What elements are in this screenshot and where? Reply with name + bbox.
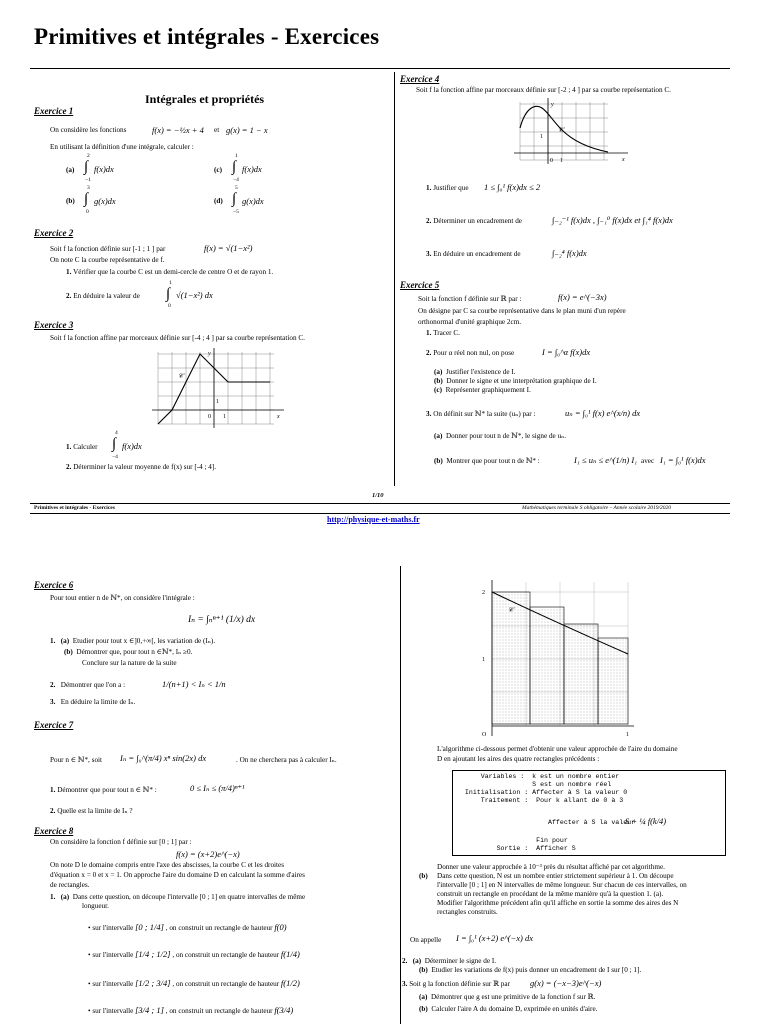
ex8-q3: 3. Soit g la fonction définie sur ℝ par [402, 980, 510, 988]
exercise-6-title: Exercice 6 [34, 580, 74, 590]
ex4-q1: 1. Justifier que [426, 184, 469, 192]
ex1-item-d-label: (d) [214, 197, 223, 205]
ex6-line1: Pour tout entier n de ℕ*, on considère l'intégrale : [50, 594, 195, 602]
algo-line: Affecter à S la valeur [457, 819, 636, 826]
ex8-qb-5: rectangles construits. [437, 908, 498, 916]
ex8-rect-3 [88, 979, 300, 989]
ex3-q1-expr: f(x)dx [122, 441, 142, 451]
ex4-q2-text: Déterminer un encadrement de [433, 217, 522, 225]
ex1-item-b-hi: 3 [87, 185, 90, 191]
ex7-def: Iₙ = ∫₀^(π/4) xⁿ sin(2x) dx [120, 753, 207, 763]
rect-pre: • sur l'intervalle [88, 924, 134, 932]
exercise-7-title: Exercice 7 [34, 720, 74, 730]
integral-sign: ∫ [232, 191, 237, 207]
ex8-q3-text: Soit g la fonction définie sur ℝ par [409, 980, 510, 988]
svg-text:2: 2 [482, 590, 485, 596]
algo-line: S est un nombre réel [457, 781, 612, 788]
rect-post: , on construit un rectangle de hauteur [165, 1007, 273, 1015]
ex4-q3-expr: ∫₋₂⁴ f(x)dx [552, 248, 587, 258]
svg-text:1: 1 [560, 158, 563, 164]
ex5-q2-text: Pour α réel non nul, on pose [433, 349, 515, 357]
ex7-q2-text: Quelle est la limite de Iₙ ? [57, 807, 133, 815]
ex6-q2-expr: 1/(n+1) < Iₙ < 1/n [162, 679, 226, 689]
exercise-4-title: Exercice 4 [400, 74, 440, 84]
exercise-1-title: Exercice 1 [34, 106, 74, 116]
ex2-line2: On note C la courbe représentative de f. [50, 256, 165, 264]
ex7-line1: Pour n ∈ ℕ*, soit [50, 756, 103, 764]
ex6-q1b-text: Démontrer que, pour tout n ∈ℕ*, Iₙ ≥0. [76, 648, 193, 656]
ex7-q1-expr: 0 ≤ Iₙ ≤ (π/4)ⁿ⁺¹ [190, 783, 245, 793]
ex5-q2b-text: Donner le signe et une interprétation graphique de I. [446, 377, 597, 385]
ex7-line1b: . On ne cherchera pas à calculer Iₙ. [236, 756, 337, 764]
ex5-q2a: (a) Justifier l'existence de I. [434, 368, 516, 376]
ex5-line1: Soit la fonction f définie sur ℝ par : [418, 295, 522, 303]
ex6-def: Iₙ = ∫ₙⁿ⁺¹ (1/x) dx [188, 615, 256, 625]
integral-sign: ∫ [84, 191, 89, 207]
ex8-q3-expr: g(x) = (−x−3)e^(−x) [530, 978, 602, 988]
ex8-appelle-expr: I = ∫₀¹ (x+2) e^(−x) dx [456, 933, 533, 943]
ex8-qb-4: Modifier l'algorithme précédent afin qu'il affiche en sortie la somme des aires des N [437, 899, 679, 907]
ex5-q3b-avec: avec [641, 457, 655, 465]
ex2-q2: 2. En déduire la valeur de [66, 292, 140, 300]
algo-expr: S + ¼ f(k/4) [625, 816, 667, 826]
exercise-8-title: Exercice 8 [34, 826, 74, 836]
ex8-q1a-text: Dans cette question, on découpe l'intervalle [0 ; 1] en quatre intervalles de même [72, 893, 306, 901]
svg-text:1: 1 [216, 399, 219, 405]
ex8-line1: On considère la fonction f définie sur [0 ; 1] par : [50, 838, 192, 846]
ex1-item-a-lo: −1 [85, 177, 91, 183]
ex5-f-def: f(x) = e^(−3x) [558, 292, 607, 302]
ex8-def: f(x) = (x+2)e^(−x) [176, 849, 240, 859]
ex8-after-algo: Donner une valeur approchée à 10⁻³ près du résultat affiché par cet algorithme. [437, 863, 665, 871]
ex1-item-b-expr: g(x)dx [94, 196, 116, 206]
rect-interval: [0 ; 1/4] [135, 922, 164, 932]
ex8-algo-intro-2: D en ajoutant les aires des quatre rectangles précédents : [437, 755, 600, 763]
ex4-line1: Soit f la fonction affine par morceaux définie sur [-2 ; 4 ] par sa courbe représentation C. [416, 86, 671, 94]
ex8-rect-1 [88, 923, 287, 933]
footer-right: Mathématiques terminale S obligatoire – Année scolaire 2019/2020 [522, 505, 672, 511]
ex7-q1-text: Démontrer que pour tout n ∈ ℕ* : [57, 786, 157, 794]
exercise-5-title: Exercice 5 [400, 280, 440, 290]
ex2-f-def: f(x) = √(1−x²) [204, 243, 253, 253]
ex3-q1: 1. Calculer [66, 443, 98, 451]
algo-line: Traitement : Pour k allant de 0 à 3 [457, 797, 624, 804]
ex5-q1: 1. Tracer C. [426, 329, 460, 337]
rect-post: , on construit un rectangle de hauteur [172, 980, 280, 988]
algo-line: Fin pour [457, 837, 568, 844]
ex6-q1a-text: Etudier pour tout x ∈]0,+∞[, les variation de (Iₙ). [72, 637, 216, 645]
rectangle-2 [530, 607, 564, 724]
ex5-line3: orthonormal d'unité graphique 2cm. [418, 318, 522, 326]
rectangle-4 [598, 638, 628, 724]
ex7-q2: 2. Quelle est la limite de Iₙ ? [50, 807, 133, 815]
rect-height: f(1/2) [280, 978, 300, 988]
ex5-q3b: (b) Montrer que pour tout n de ℕ* : [434, 457, 540, 465]
ex7-q1: 1. Démontrer que pour tout n ∈ ℕ* : [50, 786, 157, 794]
ex5-q3a-text: Donner pour tout n de ℕ*, le signe de uₙ. [445, 432, 567, 440]
title-rule [30, 68, 730, 69]
document-title: Primitives et intégrales - Exercices [34, 24, 380, 49]
rect-interval: [1/4 ; 1/2] [135, 949, 171, 959]
ex8-q2a: 2. (a) Déterminer le signe de I. [402, 957, 497, 965]
ex4-q3: 3. En déduire un encadrement de [426, 250, 521, 258]
footer-rule [30, 503, 730, 504]
svg-text:𝒞: 𝒞 [508, 606, 514, 614]
ex6-q1a: 1. (a) Etudier pour tout x ∈]0,+∞[, les variation de (Iₙ). [50, 637, 216, 645]
ex1-item-a-label: (a) [66, 166, 75, 174]
rect-height: f(0) [274, 922, 287, 932]
ex2-q2-text: En déduire la valeur de [73, 292, 140, 300]
ex8-q2a-text: Déterminer le signe de I. [424, 957, 497, 965]
rectangle-3 [564, 624, 598, 724]
ex8-p3: de rectangles. [50, 881, 90, 889]
column-divider-2 [400, 566, 401, 1024]
ex3-graph [150, 348, 290, 430]
ex6-q3: 3. En déduire la limite de Iₙ. [50, 698, 136, 706]
ex2-q2-expr: √(1−x²) dx [176, 290, 213, 300]
svg-text:0: 0 [208, 414, 211, 420]
integral-sign: ∫ [112, 436, 117, 452]
ex8-rectangles-graph [478, 576, 638, 740]
rect-interval: [3/4 ; 1] [135, 1005, 164, 1015]
ex3-q1-lo: −4 [112, 454, 118, 460]
ex1-intro: On considère les fonctions [50, 126, 127, 134]
ex8-q2b-text: Etudier les variations de f(x) puis donner un encadrement de I sur [0 ; 1]. [431, 966, 642, 974]
svg-text:1: 1 [626, 732, 629, 738]
rect-pre: • sur l'intervalle [88, 980, 134, 988]
svg-text:𝒞: 𝒞 [178, 372, 184, 380]
svg-text:x: x [277, 414, 280, 420]
ex4-q1-expr: 1 ≤ ∫₀¹ f(x)dx ≤ 2 [484, 182, 541, 192]
rect-pre: • sur l'intervalle [88, 1007, 134, 1015]
ex8-q1a: 1. (a) Dans cette question, on découpe l'intervalle [0 ; 1] en quatre intervalles de même [50, 893, 306, 901]
ex5-q3b-def: I₁ = ∫₀¹ f(x)dx [660, 455, 706, 465]
footer-rule-2 [30, 513, 730, 514]
ex3-line1: Soit f la fonction affine par morceaux définie sur [-4 ; 4 ] par sa courbe représentation C. [50, 334, 305, 342]
algo-line: Initialisation : Affecter à S la valeur 0 [457, 789, 628, 796]
ex8-q3a-text: Démontrer que g est une primitive de la fonction f sur ℝ. [430, 993, 596, 1001]
exercise-3-title: Exercice 3 [34, 320, 74, 330]
ex8-algo-intro-1: L'algorithme ci-dessous permet d'obtenir une valeur approchée de l'aire du domaine [437, 745, 678, 753]
ex8-p1: On note D le domaine compris entre l'axe des abscisses, la courbe C et les droites [50, 861, 285, 869]
ex1-instruction: En utilisant la définition d'une intégrale, calculer : [50, 143, 194, 151]
ex6-q2-text: Démontrer que l'on a : [60, 681, 126, 689]
ex2-q2-hi: 1 [169, 280, 172, 286]
svg-text:O: O [482, 732, 487, 738]
ex2-q1-text: Vérifier que la courbe C est un demi-cercle de centre O et de rayon 1. [73, 268, 274, 276]
ex4-q2-expr: ∫₋₂⁻¹ f(x)dx , ∫₋₁⁰ f(x)dx et ∫₁⁴ f(x)dx [552, 215, 673, 225]
svg-text:1: 1 [540, 134, 543, 140]
ex6-q2: 2. Démontrer que l'on a : [50, 681, 126, 689]
ex8-appelle: On appelle [410, 936, 442, 944]
ex8-qb-1: Dans cette question, N est un nombre entier strictement supérieur à 1. On découpe [437, 872, 674, 880]
ex1-item-b-label: (b) [66, 197, 75, 205]
ex5-q2c-text: Représenter graphiquement I. [445, 386, 531, 394]
ex8-q2b: (b) Etudier les variations de f(x) puis donner un encadrement de I sur [0 ; 1]. [419, 966, 642, 974]
rect-height: f(1/4) [280, 949, 300, 959]
svg-text:𝒞: 𝒞 [558, 126, 564, 134]
svg-text:y: y [551, 102, 554, 108]
ex5-q1-text: Tracer C. [433, 329, 460, 337]
ex5-q2: 2. Pour α réel non nul, on pose [426, 349, 515, 357]
ex5-q3: 3. On définit sur ℕ* la suite (uₙ) par : [426, 410, 536, 418]
ex8-q1a2: longueur. [82, 902, 109, 910]
algo-line: Variables : k est un nombre entier [457, 773, 620, 780]
svg-text:x: x [622, 157, 625, 163]
ex5-q3-text: On définit sur ℕ* la suite (uₙ) par : [433, 410, 536, 418]
rect-post: , on construit un rectangle de hauteur [172, 951, 280, 959]
ex1-item-c-expr: f(x)dx [242, 164, 262, 174]
ex1-item-c-label: (c) [214, 166, 222, 174]
ex4-q3-text: En déduire un encadrement de [433, 250, 521, 258]
integral-sign: ∫ [166, 286, 171, 302]
ex1-and: et [214, 126, 220, 134]
ex3-q1-hi: 4 [115, 430, 118, 436]
ex4-q2: 2. Déterminer un encadrement de [426, 217, 522, 225]
ex1-item-b-lo: 0 [86, 209, 89, 215]
ex5-q3b-text: Montrer que pour tout n de ℕ* : [446, 457, 540, 465]
rect-height: f(3/4) [274, 1005, 294, 1015]
footer-left: Primitives et intégrales - Exercices [34, 505, 115, 511]
ex5-q2a-text: Justifier l'existence de I. [445, 368, 516, 376]
ex8-p2: d'équation x = 0 et x = 1. On approche l'aire du domaine D en calculant la somme d'aires [50, 871, 305, 879]
svg-text:0: 0 [550, 158, 553, 164]
curve-c [520, 106, 608, 152]
ex3-q1-text: Calculer [73, 443, 98, 451]
ex2-line1: Soit f la fonction définie sur [-1 ; 1 ] par [50, 245, 166, 253]
ex5-q2-expr: I = ∫₀^α f(x)dx [542, 347, 591, 357]
ex5-q3-expr: uₙ = ∫₀¹ f(x) e^(x/n) dx [565, 408, 641, 418]
ex8-q3b-text: Calculer l'aire A du domaine D, exprimée en unités d'aire. [431, 1005, 598, 1013]
section-title: Intégrales et propriétés [145, 92, 265, 106]
ex8-qb-2: l'intervalle [0 ; 1] en N intervalles de même longueur. Sur chacun de ces intervalles, on [437, 881, 687, 889]
ex1-f-def: f(x) = −½x + 4 [152, 125, 204, 135]
ex5-line2: On désigne par C sa courbe représentative dans le plan muni d'un repère [418, 307, 626, 315]
ex8-rect-4 [88, 1006, 293, 1016]
ex1-item-d-expr: g(x)dx [242, 196, 264, 206]
integral-sign: ∫ [232, 159, 237, 175]
ex5-q3a: (a) Donner pour tout n de ℕ*, le signe de uₙ. [434, 432, 567, 440]
website-link[interactable]: http://physique-et-maths.fr [327, 515, 420, 524]
svg-text:1: 1 [482, 657, 485, 663]
integral-sign: ∫ [84, 159, 89, 175]
ex6-q1b: (b) Démontrer que, pour tout n ∈ℕ*, Iₙ ≥0. [64, 648, 193, 656]
algo-line: Sortie : Afficher S [457, 845, 576, 852]
ex4-q1-text: Justifier que [433, 184, 469, 192]
page-number: 1/10 [372, 492, 384, 499]
ex8-q3a: (a) Démontrer que g est une primitive de la fonction f sur ℝ. [419, 993, 596, 1001]
ex8-qb-3: construit un rectangle en procédant de la même manière qu'à la question 1. (a). [437, 890, 664, 898]
ex3-q2-text: Déterminer la valeur moyenne de f(x) sur [-4 ; 4]. [73, 463, 217, 471]
ex1-item-a-expr: f(x)dx [94, 164, 114, 174]
ex5-q2b: (b) Donner le signe et une interprétation graphique de I. [434, 377, 597, 385]
ex1-item-c-hi: 1 [235, 153, 238, 159]
algorithm-box [452, 770, 726, 856]
ex1-item-d-hi: 5 [235, 185, 238, 191]
ex1-item-c-lo: −4 [233, 177, 239, 183]
svg-text:y: y [208, 351, 211, 357]
ex8-qb-label: (b) [419, 872, 428, 880]
exercise-2-title: Exercice 2 [34, 228, 74, 238]
ex1-item-d-lo: −5 [233, 209, 239, 215]
ex1-item-a-hi: 2 [87, 153, 90, 159]
svg-text:1: 1 [223, 414, 226, 420]
ex1-g-def: g(x) = 1 − x [226, 125, 268, 135]
ex8-q3b: (b) Calculer l'aire A du domaine D, exprimée en unités d'aire. [419, 1005, 598, 1013]
ex3-q2: 2. Déterminer la valeur moyenne de f(x) sur [-4 ; 4]. [66, 463, 217, 471]
rect-interval: [1/2 ; 3/4] [135, 978, 171, 988]
ex2-q2-lo: 0 [168, 303, 171, 309]
ex8-rect-2 [88, 950, 300, 960]
ex5-q3b-expr: I₁ ≤ uₙ ≤ e^(1/n) I₁ [574, 455, 638, 465]
rect-pre: • sur l'intervalle [88, 951, 134, 959]
column-divider [394, 72, 395, 486]
ex4-graph [512, 98, 634, 168]
ex6-q3-text: En déduire la limite de Iₙ. [60, 698, 136, 706]
ex5-q2c: (c) Représenter graphiquement I. [434, 386, 531, 394]
rect-post: , on construit un rectangle de hauteur [165, 924, 273, 932]
ex6-q1b2: Conclure sur la nature de la suite [82, 659, 177, 667]
ex2-q1: 1. Vérifier que la courbe C est un demi-cercle de centre O et de rayon 1. [66, 268, 274, 276]
